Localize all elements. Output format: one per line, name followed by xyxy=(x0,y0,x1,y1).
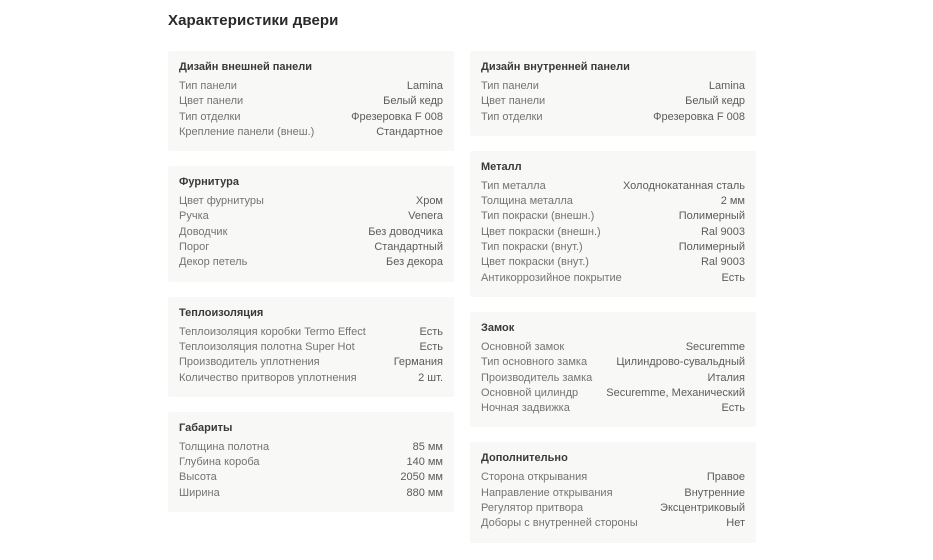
spec-value: Без декора xyxy=(385,256,443,269)
spec-row xyxy=(179,240,443,255)
spec-row xyxy=(179,125,443,140)
spec-value: Ral 9003 xyxy=(700,225,745,238)
section-title: Замок xyxy=(481,321,515,334)
spec-label: Декор петель xyxy=(179,256,248,269)
spec-label: Высота xyxy=(179,471,217,484)
spec-row xyxy=(481,371,745,386)
spec-value: Securemme, Механический xyxy=(606,386,745,399)
spec-columns xyxy=(168,51,756,543)
spec-row xyxy=(481,209,745,224)
spec-row xyxy=(481,386,745,401)
spec-value: Без доводчика xyxy=(368,225,443,238)
spec-label: Порог xyxy=(179,241,210,254)
spec-value: Нет xyxy=(726,517,745,530)
spec-section-card xyxy=(470,312,756,427)
spec-value: Полимерный xyxy=(678,210,745,223)
spec-row xyxy=(481,94,745,109)
spec-label: Цвет покраски (внешн.) xyxy=(481,225,601,238)
spec-label: Цвет панели xyxy=(179,95,244,108)
spec-label: Тип панели xyxy=(481,80,539,92)
spec-row xyxy=(481,501,745,516)
spec-row xyxy=(179,340,443,355)
spec-row xyxy=(179,455,443,470)
spec-section-card xyxy=(168,412,454,512)
spec-row xyxy=(179,110,443,125)
spec-row xyxy=(481,110,745,125)
spec-value: Германия xyxy=(393,356,443,369)
spec-row xyxy=(481,225,745,240)
spec-label: Тип металла xyxy=(481,179,546,192)
spec-label: Теплоизоляция коробки Termo Effect xyxy=(179,325,366,338)
spec-column-left xyxy=(168,51,454,512)
spec-value: Securemme xyxy=(685,340,745,353)
spec-value: 85 мм xyxy=(412,440,443,453)
spec-row xyxy=(179,194,443,209)
spec-row xyxy=(481,401,745,416)
spec-label: Тип отделки xyxy=(179,110,241,123)
spec-row xyxy=(179,440,443,455)
spec-value: Правое xyxy=(706,471,745,484)
section-title: Дизайн внутренней панели xyxy=(481,61,630,73)
spec-label: Тип покраски (внут.) xyxy=(481,241,583,254)
spec-label: Ночная задвижка xyxy=(481,402,570,415)
spec-row xyxy=(179,355,443,370)
spec-label: Количество притворов уплотнения xyxy=(179,371,357,384)
spec-row xyxy=(179,225,443,240)
spec-value: Lamina xyxy=(708,80,745,92)
spec-label: Направление открывания xyxy=(481,486,613,499)
spec-label: Глубина короба xyxy=(179,456,260,469)
spec-section-card xyxy=(470,151,756,297)
spec-value: Есть xyxy=(721,271,745,284)
spec-row xyxy=(179,371,443,386)
spec-label: Тип отделки xyxy=(481,110,543,123)
spec-value: Белый кедр xyxy=(383,95,443,108)
spec-value: Ral 9003 xyxy=(700,256,745,269)
spec-value: Фрезеровка F 008 xyxy=(653,110,745,123)
spec-value: Фрезеровка F 008 xyxy=(351,110,443,123)
spec-section-card xyxy=(470,51,756,136)
spec-value: 880 мм xyxy=(406,486,443,499)
spec-label: Доборы с внутренней стороны xyxy=(481,517,638,530)
spec-section-card xyxy=(168,51,454,151)
spec-section-card xyxy=(168,166,454,281)
spec-row xyxy=(481,240,745,255)
spec-value: Venera xyxy=(408,210,443,223)
spec-row xyxy=(179,486,443,501)
spec-row xyxy=(179,209,443,224)
spec-label: Производитель уплотнения xyxy=(179,356,320,369)
spec-section-card xyxy=(470,442,756,542)
spec-label: Ручка xyxy=(179,210,209,223)
spec-value: 2 мм xyxy=(720,195,745,208)
spec-row xyxy=(481,255,745,270)
spec-label: Тип основного замка xyxy=(481,356,588,369)
spec-section-card xyxy=(168,297,454,397)
spec-label: Теплоизоляция полотна Super Hot xyxy=(179,340,355,353)
spec-label: Толщина полотна xyxy=(179,440,270,453)
spec-label: Основной цилиндр xyxy=(481,386,579,399)
spec-label: Основной замок xyxy=(481,340,565,353)
section-title: Габариты xyxy=(179,421,233,434)
spec-row xyxy=(481,194,745,209)
section-title: Дизайн внешней панели xyxy=(179,61,313,73)
spec-value: Холоднокатанная сталь xyxy=(622,179,745,192)
spec-value: Италия xyxy=(707,371,745,384)
door-specs-page xyxy=(168,12,756,543)
spec-label: Производитель замка xyxy=(481,371,593,384)
spec-row xyxy=(481,179,745,194)
spec-label: Крепление панели (внеш.) xyxy=(179,125,315,138)
spec-row xyxy=(481,340,745,355)
spec-row xyxy=(179,79,443,94)
spec-value: 2 шт. xyxy=(418,371,443,384)
spec-label: Цвет покраски (внут.) xyxy=(481,256,589,269)
spec-row xyxy=(179,325,443,340)
section-title: Теплоизоляция xyxy=(179,306,264,319)
spec-value: Стандартное xyxy=(376,125,443,138)
spec-value: Полимерный xyxy=(678,241,745,254)
page-title: Характеристики двери xyxy=(168,12,339,29)
spec-label: Цвет панели xyxy=(481,95,546,108)
spec-row xyxy=(481,271,745,286)
spec-value: Есть xyxy=(721,402,745,415)
spec-value: Хром xyxy=(415,195,443,208)
spec-label: Ширина xyxy=(179,486,220,499)
spec-value: Белый кедр xyxy=(685,95,745,108)
spec-value: Эксцентриковый xyxy=(660,502,745,515)
spec-row xyxy=(481,79,745,94)
spec-value: Внутренние xyxy=(684,486,745,499)
spec-value: Стандартный xyxy=(374,241,443,254)
spec-label: Антикоррозийное покрытие xyxy=(481,271,622,284)
spec-row xyxy=(481,355,745,370)
spec-label: Цвет фурнитуры xyxy=(179,195,264,208)
section-title: Металл xyxy=(481,160,522,173)
spec-row xyxy=(179,255,443,270)
spec-label: Тип панели xyxy=(179,80,237,92)
spec-label: Доводчик xyxy=(179,225,228,238)
spec-value: Цилиндрово-сувальдный xyxy=(616,356,745,369)
spec-row xyxy=(481,486,745,501)
section-title: Дополнительно xyxy=(481,452,568,465)
spec-row xyxy=(179,470,443,485)
spec-label: Толщина металла xyxy=(481,195,573,208)
spec-value: Lamina xyxy=(406,80,443,92)
spec-value: 2050 мм xyxy=(400,471,443,484)
section-title: Фурнитура xyxy=(179,176,239,189)
spec-value: Есть xyxy=(419,340,443,353)
spec-label: Регулятор притвора xyxy=(481,502,584,515)
spec-value: 140 мм xyxy=(406,456,443,469)
spec-row xyxy=(179,94,443,109)
spec-row xyxy=(481,470,745,485)
spec-column-right xyxy=(470,51,756,543)
spec-label: Тип покраски (внешн.) xyxy=(481,210,595,223)
spec-row xyxy=(481,516,745,531)
spec-value: Есть xyxy=(419,325,443,338)
spec-label: Сторона открывания xyxy=(481,471,588,484)
